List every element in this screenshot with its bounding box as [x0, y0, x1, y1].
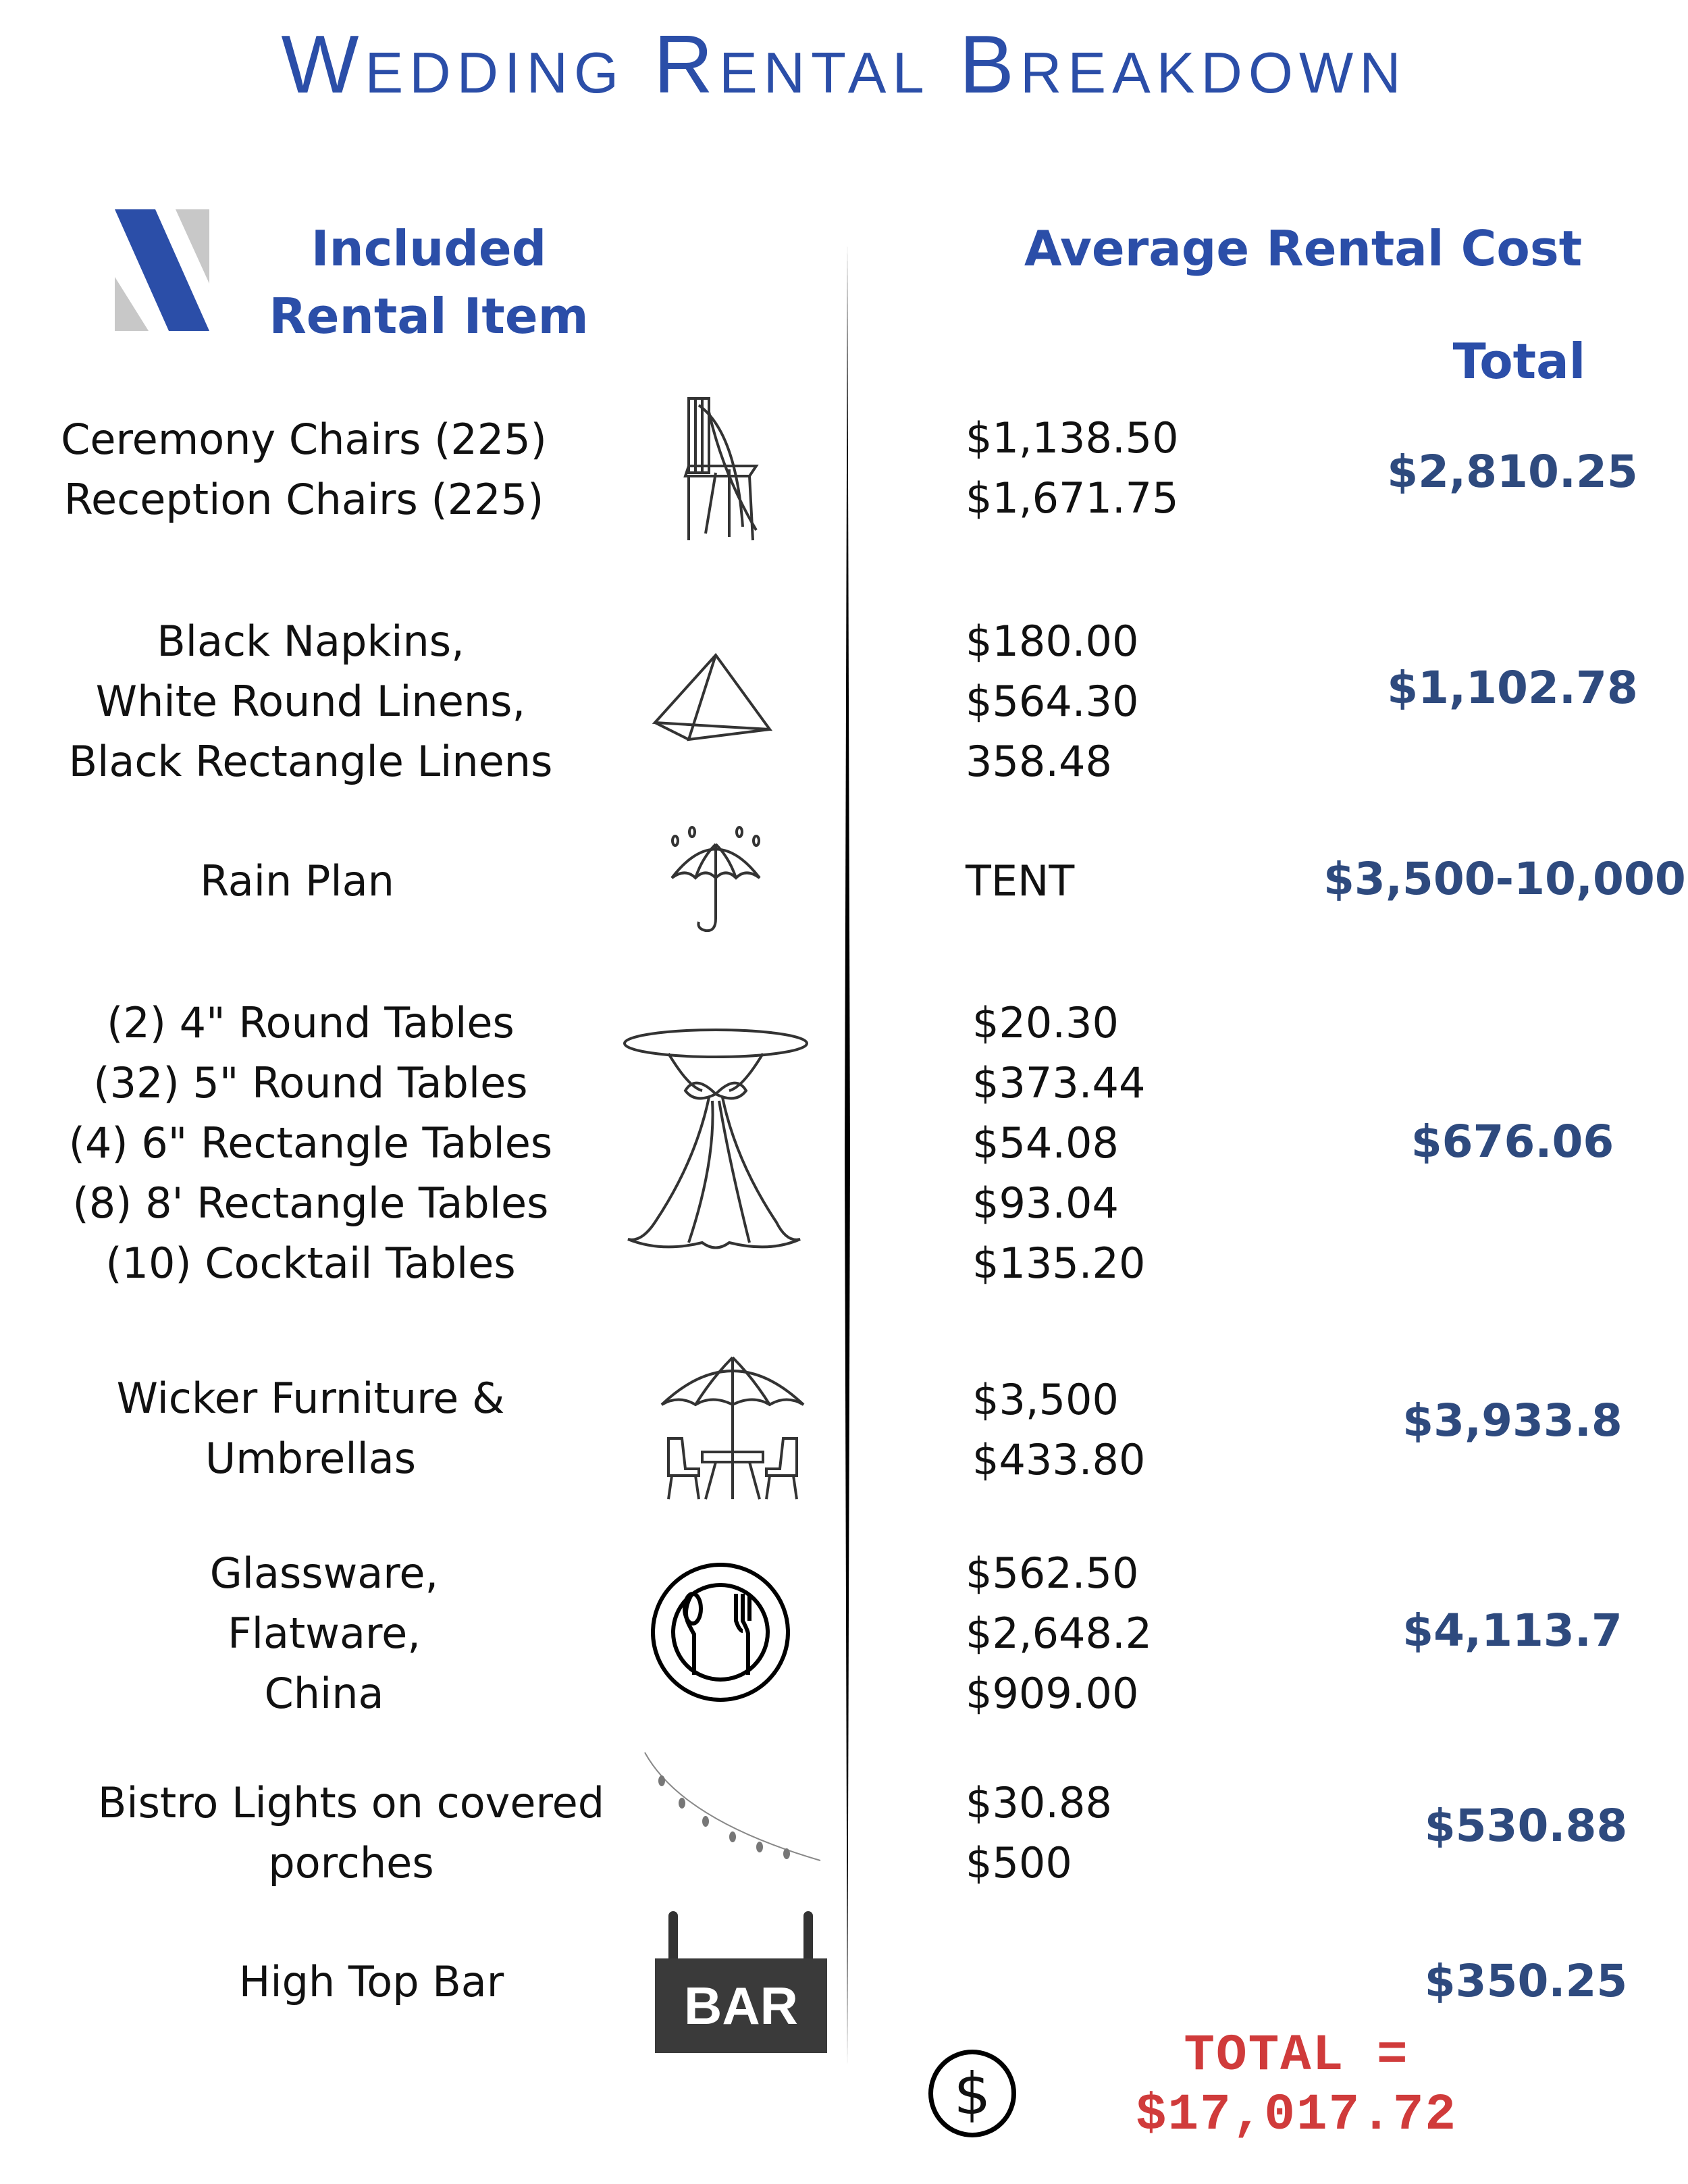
- item-label: (2) 4" Round Tables: [107, 998, 515, 1047]
- company-logo: [108, 203, 216, 338]
- item-label: Reception Chairs (225): [63, 475, 544, 524]
- cost-value: $1,671.75: [966, 473, 1179, 523]
- cost-value: $1,138.50: [966, 413, 1179, 463]
- row-rain-plan-items: [41, 851, 554, 911]
- item-label: Bistro Lights on covered: [97, 1778, 605, 1827]
- cost-value: $2,648.2: [966, 1609, 1153, 1658]
- chair-icon: [675, 392, 770, 547]
- bar-sign-board: [655, 1958, 827, 2053]
- row-tables-items: [41, 993, 581, 1293]
- grand-total: [1053, 2026, 1539, 2145]
- bar-sign-post: [668, 1911, 678, 1958]
- row-linens-costs: [966, 611, 1236, 791]
- grand-total-label: TOTAL =: [1184, 2027, 1409, 2085]
- bar-sign-text: BAR: [684, 1976, 798, 2035]
- bar-sign-icon: [655, 1911, 827, 2053]
- column-divider: [844, 243, 851, 2066]
- patio-umbrella-table-icon: [655, 1351, 810, 1506]
- included-rental-item-header: Included Rental Item: [269, 220, 589, 344]
- average-rental-cost-header: Average Rental Cost: [1024, 220, 1583, 277]
- dollar-coin-icon: $: [928, 2050, 1016, 2137]
- row-linens-items: [41, 611, 581, 791]
- item-label: porches: [268, 1838, 434, 1888]
- cost-value: $20.30: [972, 998, 1119, 1047]
- item-label: Wicker Furniture &: [116, 1374, 505, 1423]
- item-label: (4) 6" Rectangle Tables: [68, 1118, 553, 1168]
- row-linens-total: $1,102.78: [1387, 662, 1638, 714]
- item-label: China: [264, 1669, 384, 1718]
- row-tables-costs: [972, 993, 1242, 1293]
- cost-value: $135.20: [972, 1239, 1146, 1288]
- row-bistro-lights-costs: [966, 1773, 1236, 1893]
- item-label: (10) Cocktail Tables: [105, 1239, 516, 1288]
- bar-sign-post: [803, 1911, 813, 1958]
- cost-value: $180.00: [966, 617, 1139, 666]
- item-label: Black Rectangle Linens: [68, 737, 553, 786]
- item-label: Black Napkins,: [157, 617, 465, 666]
- row-tables-total: $676.06: [1410, 1116, 1614, 1168]
- row-glassware-total: $4,113.7: [1402, 1605, 1623, 1657]
- cocktail-table-icon: [621, 1026, 810, 1256]
- row-wicker-items: [41, 1368, 581, 1488]
- cost-value: $564.30: [966, 677, 1139, 726]
- row-glassware-costs: [966, 1543, 1236, 1723]
- item-label: White Round Linens,: [95, 677, 526, 726]
- cost-value: $373.44: [972, 1058, 1146, 1108]
- cost-value: $500: [966, 1838, 1072, 1888]
- row-chairs-items: [41, 409, 567, 529]
- row-high-top-bar-total: $350.25: [1424, 1955, 1628, 2007]
- cost-value: $909.00: [966, 1669, 1139, 1718]
- row-glassware-items: [54, 1543, 594, 1723]
- row-bistro-lights-items: [54, 1773, 648, 1893]
- row-rain-plan-costs: [966, 851, 1236, 911]
- string-lights-icon: [641, 1746, 824, 1867]
- umbrella-rain-icon: [662, 824, 770, 939]
- cost-value: $30.88: [966, 1778, 1112, 1827]
- plate-fork-knife-icon: [648, 1560, 793, 1705]
- row-bistro-lights-total: $530.88: [1424, 1800, 1628, 1852]
- total-header: Total: [1452, 333, 1586, 390]
- cost-value: $3,500: [972, 1375, 1119, 1424]
- row-high-top-bar-items: [101, 1952, 641, 2012]
- item-label: Rain Plan: [200, 856, 394, 906]
- row-chairs-costs: [966, 408, 1236, 528]
- cost-value: $93.04: [972, 1178, 1119, 1228]
- napkin-icon: [648, 648, 783, 750]
- row-chairs-total: $2,810.25: [1387, 446, 1638, 498]
- item-label: Glassware,: [209, 1549, 439, 1598]
- item-label: Ceremony Chairs (225): [61, 415, 547, 464]
- cost-value: $54.08: [972, 1118, 1119, 1168]
- grand-total-value: $17,017.72: [1135, 2086, 1458, 2144]
- cost-value: TENT: [966, 856, 1075, 906]
- row-wicker-total: $3,933.8: [1402, 1395, 1623, 1447]
- cost-value: $433.80: [972, 1435, 1146, 1484]
- item-label: High Top Bar: [238, 1957, 504, 2006]
- page-title: Wedding Rental Breakdown: [281, 18, 1407, 110]
- row-wicker-costs: [972, 1370, 1242, 1490]
- cost-value: 358.48: [966, 737, 1112, 786]
- item-label: (32) 5" Round Tables: [93, 1058, 528, 1108]
- row-rain-plan-total: $3,500-10,000: [1323, 853, 1686, 905]
- item-label: (8) 8' Rectangle Tables: [72, 1178, 549, 1228]
- cost-value: $562.50: [966, 1549, 1139, 1598]
- item-label: Flatware,: [228, 1609, 421, 1658]
- item-label: Umbrellas: [205, 1434, 417, 1483]
